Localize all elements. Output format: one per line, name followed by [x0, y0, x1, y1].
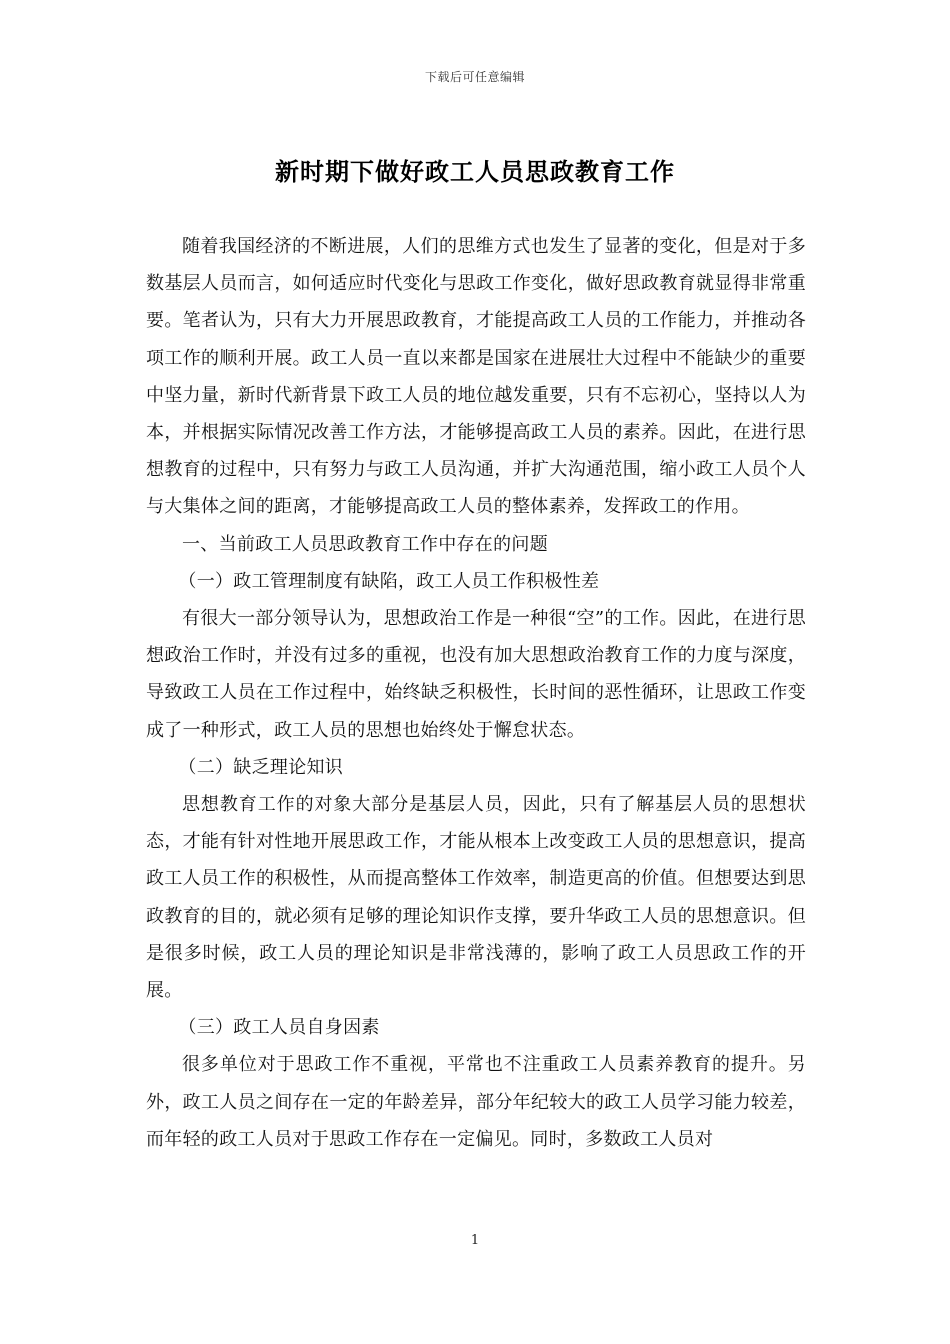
paragraph-subsection-2: 思想教育工作的对象大部分是基层人员，因此，只有了解基层人员的思想状态，才能有针对性地开展思政工作，才能从根本上改变政工人员的思想意识，提高政工人员工作的积极性，从而提高整体工作效率，制造更高的价值。但想要达到思政教育的目的，就必须有足够的理论知识作支撑，要升华政工人员的思想意识。但是很多时候，政工人员的理论知识是非常浅薄的，影响了政工人员思政工作的开展。	[146, 794, 806, 1002]
subsection-heading-1: （一）政工管理制度有缺陷，政工人员工作积极性差	[178, 570, 600, 592]
body-text	[146, 228, 806, 1158]
paragraph-subsection-3: 很多单位对于思政工作不重视，平常也不注重政工人员素养教育的提升。另外，政工人员之间存在一定的年龄差异，部分年纪较大的政工人员学习能力较差，而年轻的政工人员对于思政工作存在一定偏见。同时，多数政工人员对	[146, 1054, 806, 1150]
subsection-heading-3: （三）政工人员自身因素	[178, 1017, 380, 1039]
section-heading-1: 一、当前政工人员思政教育工作中存在的问题	[182, 533, 548, 555]
page-number: 1	[470, 1233, 480, 1248]
paragraph-intro: 随着我国经济的不断进展，人们的思维方式也发生了显著的变化，但是对于多数基层人员而言，如何适应时代变化与思政工作变化，做好思政教育就显得非常重要。笔者认为，只有大力开展思政教育，才能提高政工人员的工作能力，并推动各项工作的顺利开展。政工人员一直以来都是国家在进展壮大过程中不能缺少的重要中坚力量，新时代新背景下政工人员的地位越发重要，只有不忘初心，坚持以人为本，并根据实际情况改善工作方法，才能够提高政工人员的素养。因此，在进行思想教育的过程中，只有努力与政工人员沟通，并扩大沟通范围，缩小政工人员个人与大集体之间的距离，才能够提高政工人员的整体素养，发挥政工的作用。	[146, 236, 806, 518]
paragraph-subsection-1: 有很大一部分领导认为，思想政治工作是一种很“空”的工作。因此，在进行思想政治工作时，并没有过多的重视，也没有加大思想政治教育工作的力度与深度，导致政工人员在工作过程中，始终缺乏积极性，长时间的恶性循环，让思政工作变成了一种形式，政工人员的思想也始终处于懈怠状态。	[146, 608, 806, 741]
subsection-heading-2: （二）缺乏理论知识	[178, 756, 344, 778]
page-title: 新时期下做好政工人员思政教育工作	[275, 157, 675, 186]
header-note: 下载后可任意编辑	[424, 70, 525, 84]
